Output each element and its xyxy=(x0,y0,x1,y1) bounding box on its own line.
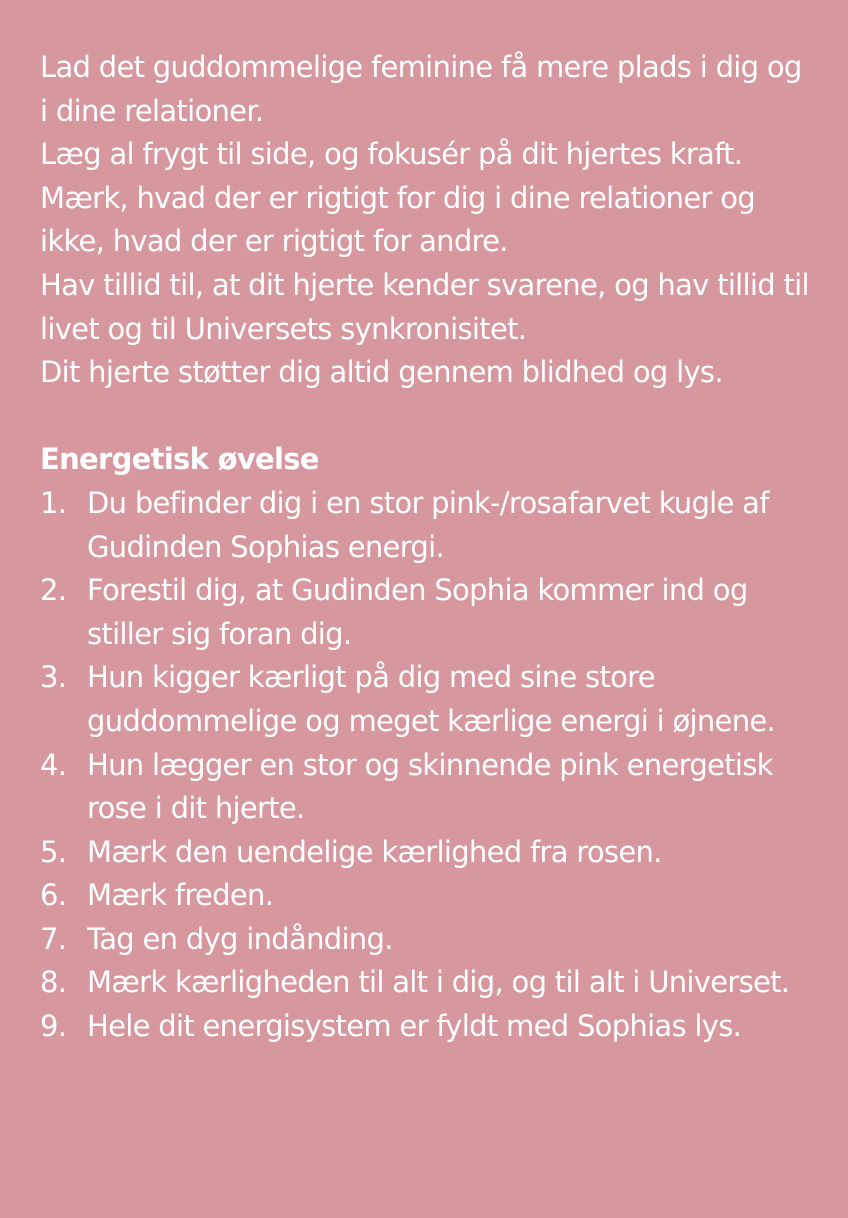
exercise-heading: Energetisk øvelse xyxy=(40,442,319,477)
exercise-step xyxy=(40,874,815,918)
step-number: 4. xyxy=(40,747,67,782)
exercise-step xyxy=(40,1005,815,1049)
step-text: Hun kigger kærligt på dig med sine store guddommelige og meget kærlige energi i øjnene. xyxy=(87,660,776,738)
step-number: 1. xyxy=(40,485,67,520)
step-text: Mærk den uendelige kærlighed fra rosen. xyxy=(87,834,662,869)
exercise-step xyxy=(40,961,815,1005)
step-text: Du befinder dig i en stor pink-/rosafarvet kugle af Gudinden Sophias energi. xyxy=(87,485,769,564)
intro-paragraph: Mærk, hvad der er rigtigt for dig i dine relationer og ikke, hvad der er rigtigt for andre. xyxy=(40,180,755,259)
step-number: 3. xyxy=(40,660,67,695)
intro-paragraph: Læg al frygt til side, og fokusér på dit hjertes kraft. xyxy=(40,137,743,172)
step-text: Tag en dyg indånding. xyxy=(87,921,393,956)
step-text: Hele dit energisystem er fyldt med Sophias lys. xyxy=(87,1009,742,1044)
page-content xyxy=(40,46,815,1049)
step-number: 7. xyxy=(40,921,67,956)
step-text: Mærk freden. xyxy=(87,878,274,913)
intro-paragraph: Dit hjerte støtter dig altid gennem blidhed og lys. xyxy=(40,355,723,390)
exercise-step xyxy=(40,918,815,962)
step-number: 9. xyxy=(40,1009,67,1044)
step-text: Hun lægger en stor og skinnende pink energetisk rose i dit hjerte. xyxy=(87,747,773,826)
exercise-step xyxy=(40,744,815,831)
step-text: Forestil dig, at Gudinden Sophia kommer ind og stiller sig foran dig. xyxy=(87,573,748,651)
step-number: 6. xyxy=(40,878,67,913)
step-number: 2. xyxy=(40,573,67,608)
intro-paragraph: Lad det guddommelige feminine få mere plads i dig og i dine relationer. xyxy=(40,50,802,128)
exercise-step xyxy=(40,656,815,743)
step-number: 5. xyxy=(40,834,67,869)
step-text: Mærk kærligheden til alt i dig, og til alt i Universet. xyxy=(87,965,790,1000)
exercise-steps-list xyxy=(40,482,815,1049)
intro-paragraph: Hav tillid til, at dit hjerte kender svarene, og hav tillid til livet og til Universets synkronisitet. xyxy=(40,267,809,346)
exercise-step xyxy=(40,482,815,569)
step-number: 8. xyxy=(40,965,67,1000)
intro-section xyxy=(40,46,815,395)
exercise-step xyxy=(40,569,815,656)
exercise-step xyxy=(40,831,815,875)
